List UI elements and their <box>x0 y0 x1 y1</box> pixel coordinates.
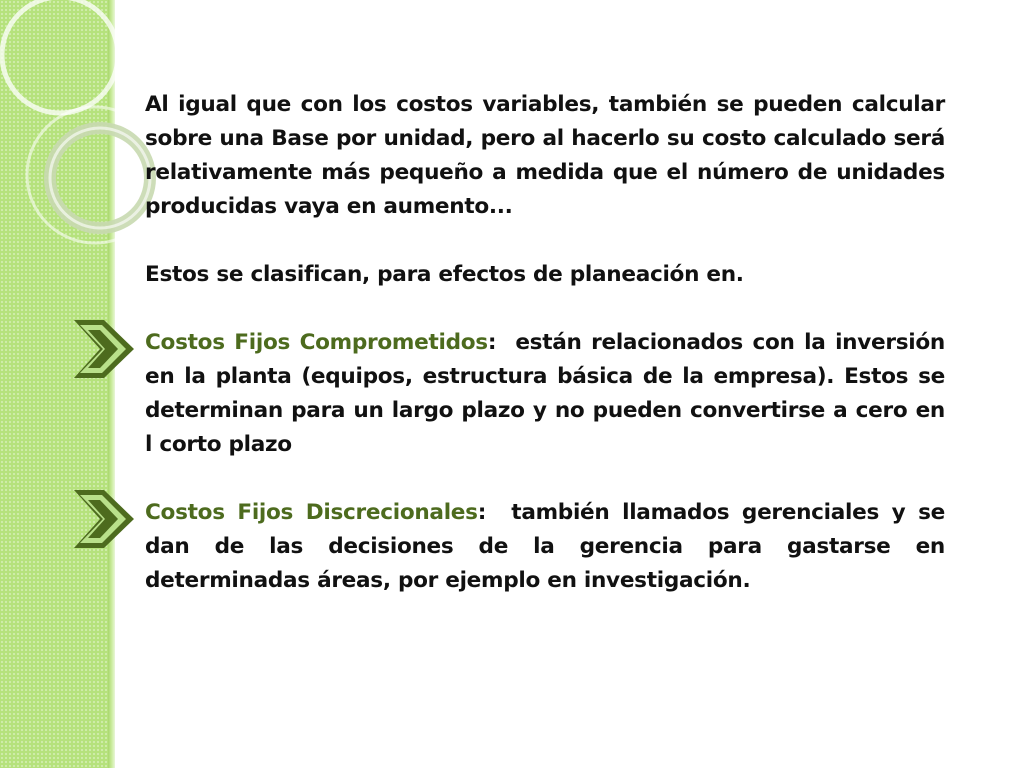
classification-paragraph: Estos se clasifican, para efectos de planeación en. <box>145 262 744 287</box>
intro-paragraph: Al igual que con los costos variables, también se pueden calcular sobre una Base por unidad, pero al hacerlo su costo calculado será relativamente más pequeño a medida que el número de unidades producidas vaya en aumento... <box>145 92 945 219</box>
bullet-discretionary-costs <box>145 496 945 598</box>
term-separator: : <box>487 330 516 355</box>
description-discretionary-costs: también llamados gerenciales y se dan de las decisiones de la gerencia para gastarse en determinadas áreas, por ejemplo en investigación. <box>145 500 945 593</box>
slide-body <box>145 88 945 598</box>
chevron-right-icon <box>70 316 140 382</box>
chevron-right-icon <box>70 486 140 552</box>
term-discretionary-costs: Costos Fijos Discrecionales <box>145 500 478 525</box>
description-committed-costs: están relacionados con la inversión en la planta (equipos, estructura básica de la empresa). Estos se determinan para un largo plazo y no pueden convertirse a cero en l corto plazo <box>145 330 945 457</box>
term-committed-costs: Costos Fijos Comprometidos <box>145 330 488 355</box>
bullet-committed-costs <box>145 326 945 462</box>
term-separator: : <box>477 500 512 525</box>
